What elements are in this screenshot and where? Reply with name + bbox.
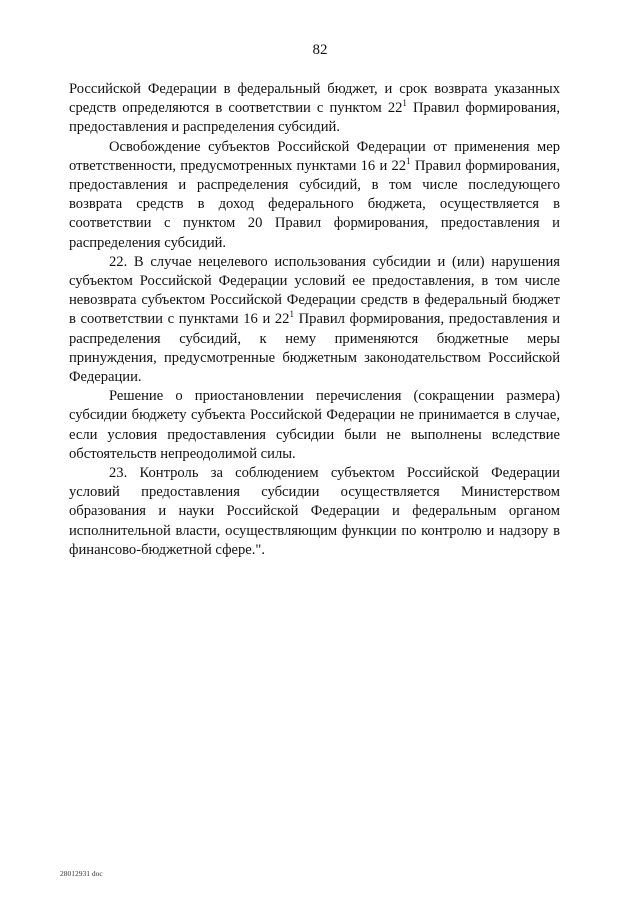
- paragraph: [69, 138, 560, 253]
- paragraph-text: Правил формирования, предоставления и распределения субсидий, к нему применяются бюджетные меры принуждения, предусмотренные бюджетным законодательством Российской Федерации.: [69, 311, 560, 386]
- paragraph-text: Правил формирования, предоставления и распределения субсидий.: [69, 100, 560, 136]
- document-code: 28012931 doc: [60, 869, 103, 878]
- paragraph-text: 22. В случае нецелевого использования субсидии и (или) нарушения субъектом Российской Федерации условий ее предоставления, в том числе невозврата субъектом Российской Федерации средств в федеральный бюджет в соответствии с пунктами 16 и 22: [69, 253, 560, 328]
- paragraph-text: Российской Федерации в федеральный бюджет, и срок возврата указанных средств определяются в соответствии с пунктом 22: [69, 81, 560, 117]
- paragraph-text: Освобождение субъектов Российской Федерации от применения мер ответственности, предусмотренных пунктами 16 и 22: [69, 138, 560, 174]
- paragraph-text: Правил формирования, предоставления и распределения субсидий, в том числе последующего возврата средств в доход федерального бюджета, осуществляется в соответствии с пунктом 20 Правил формирования, предоставления и распределения субсидий.: [69, 157, 561, 251]
- superscript: 1: [289, 309, 294, 320]
- superscript: 1: [406, 155, 411, 166]
- paragraph: 23. Контроль за соблюдением субъектом Российской Федерации условий предоставления субсидии осуществляется Министерством образования и науки Российской Федерации и федеральным органом исполнительной власти, осуществляющим функции по контролю и надзору в финансово-бюджетной сфере.".: [69, 465, 560, 558]
- paragraph: Решение о приостановлении перечисления (сокращении размера) субсидии бюджету субъекта Российской Федерации не принимается в случае, если условия предоставления субсидии были не выполнены вследствие обстоятельств непреодолимой силы.: [69, 388, 560, 462]
- superscript: 1: [402, 98, 407, 109]
- paragraph: [69, 80, 560, 138]
- page-number: 82: [312, 42, 328, 58]
- document-body: [69, 80, 560, 560]
- paragraph: [69, 253, 560, 387]
